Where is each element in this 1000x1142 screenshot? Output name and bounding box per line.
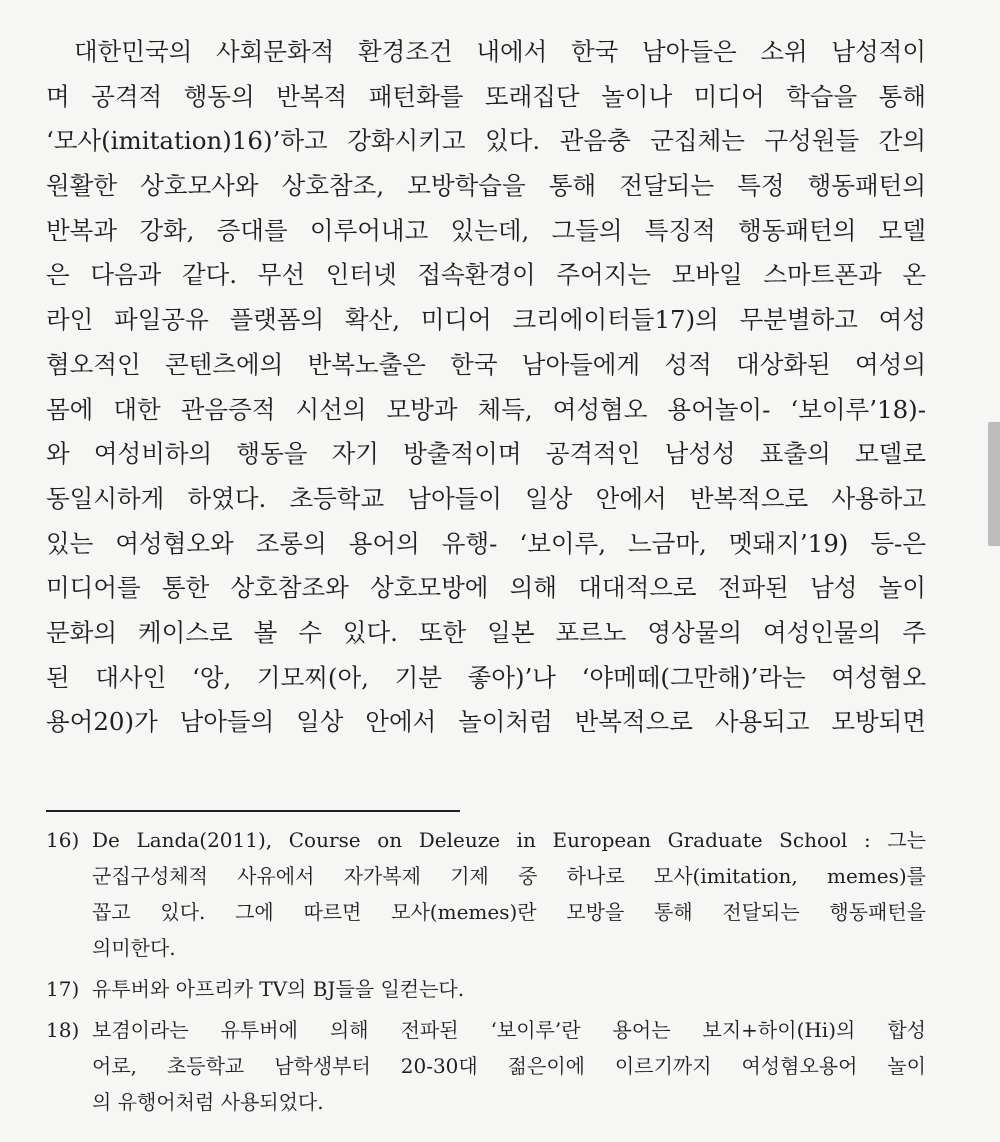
body-line: 라인 파일공유 플랫폼의 확산, 미디어 크리에이터들17)의 무분별하고 여성 — [46, 305, 926, 335]
body-line: 문화의 케이스로 볼 수 있다. 또한 일본 포르노 영상물의 여성인물의 주 — [46, 617, 926, 647]
footnote-16 — [46, 822, 926, 966]
body-line: 된 대사인 ‘앙, 기모찌(아, 기분 좋아)’나 ‘야메떼(그만해)’라는 여성혐오 — [46, 662, 926, 692]
footnote-line: 군집구성체적 사유에서 자가복제 기제 중 하나로 모사(imitation, memes)를 — [92, 864, 926, 888]
body-line: 원활한 상호모사와 상호참조, 모방학습을 통해 전달되는 특정 행동패턴의 — [46, 171, 926, 201]
body-line: 혐오적인 콘텐츠에의 반복노출은 한국 남아들에게 성적 대상화된 여성의 — [46, 349, 926, 379]
footnote-line: 의미한다. — [92, 936, 176, 960]
footnote-line: 보겸이라는 유투버에 의해 전파된 ‘보이루’란 용어는 보지+하이(Hi)의 합성 — [92, 1018, 926, 1042]
body-line: 몸에 대한 관음증적 시선의 모방과 체득, 여성혐오 용어놀이- ‘보이루’18)- — [46, 394, 926, 424]
body-paragraph — [46, 30, 926, 745]
body-line: ‘모사(imitation)16)’하고 강화시키고 있다. 관음충 군집체는 구성원들 간의 — [46, 126, 926, 156]
body-line: 용어20)가 남아들의 일상 안에서 놀이처럼 반복적으로 사용되고 모방되면 — [46, 707, 926, 737]
footnote-number: 16) — [46, 828, 80, 852]
body-line: 미디어를 통한 상호참조와 상호모방에 의해 대대적으로 전파된 남성 놀이 — [46, 573, 926, 603]
footnote-18 — [46, 1012, 926, 1120]
body-line: 동일시하게 하였다. 초등학교 남아들이 일상 안에서 반복적으로 사용하고 — [46, 483, 926, 513]
body-line: 반복과 강화, 증대를 이루어내고 있는데, 그들의 특징적 행동패턴의 모델 — [46, 215, 926, 245]
body-line: 며 공격적 행동의 반복적 패턴화를 또래집단 놀이나 미디어 학습을 통해 — [46, 81, 926, 111]
footnote-line: 의 유행어처럼 사용되었다. — [92, 1090, 324, 1114]
footnote-number: 18) — [46, 1018, 80, 1042]
footnote-line: De Landa(2011), Course on Deleuze in European Graduate School : 그는 — [92, 828, 926, 852]
scrollbar-handle[interactable] — [988, 422, 1000, 546]
body-line: 은 다음과 같다. 무선 인터넷 접속환경이 주어지는 모바일 스마트폰과 온 — [46, 260, 926, 290]
footnote-number: 17) — [46, 977, 80, 1001]
footnotes — [46, 822, 926, 1125]
footnote-separator — [46, 810, 460, 812]
footnote-17 — [46, 971, 926, 1007]
body-line: 와 여성비하의 행동을 자기 방출적이며 공격적인 남성성 표출의 모델로 — [46, 439, 926, 469]
footnote-line: 꼽고 있다. 그에 따르면 모사(memes)란 모방을 통해 전달되는 행동패턴을 — [92, 900, 926, 924]
footnote-line: 어로, 초등학교 남학생부터 20-30대 젊은이에 이르기까지 여성혐오용어 놀이 — [92, 1054, 926, 1078]
body-line: 대한민국의 사회문화적 환경조건 내에서 한국 남아들은 소위 남성적이 — [74, 37, 926, 66]
footnote-line: 유투버와 아프리카 TV의 BJ들을 일컫는다. — [92, 977, 465, 1001]
body-line: 있는 여성혐오와 조롱의 용어의 유행- ‘보이루, 느금마, 멧돼지’19) 등-은 — [46, 528, 926, 558]
